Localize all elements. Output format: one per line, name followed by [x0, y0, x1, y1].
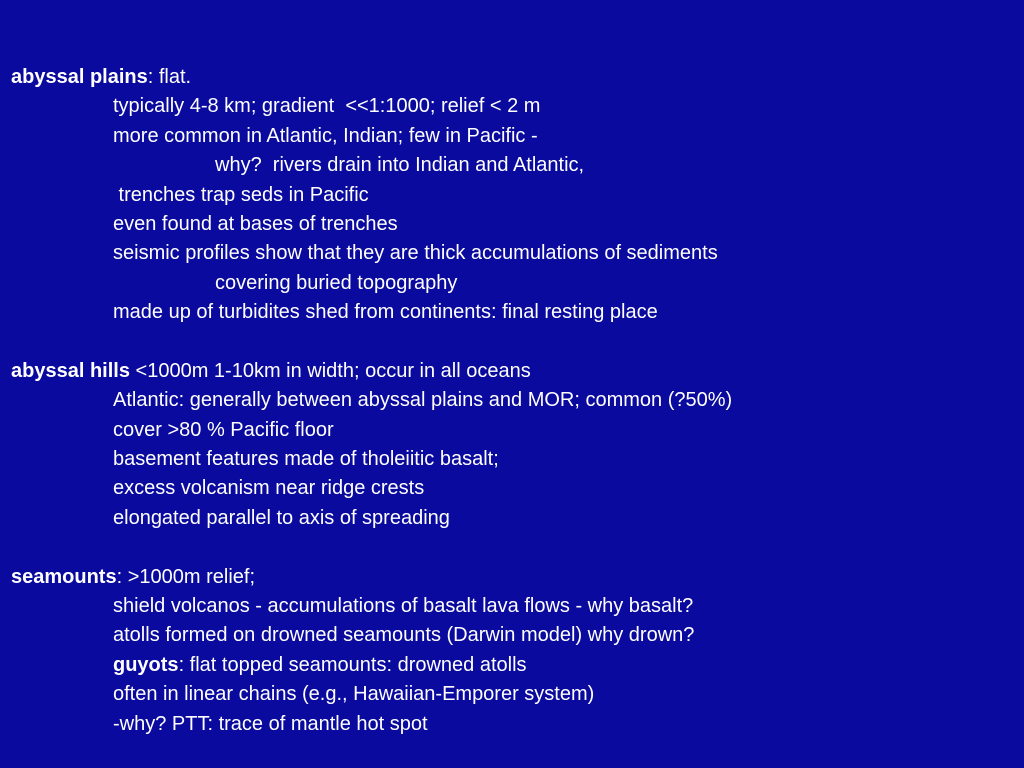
abyssal-plains-line: trenches trap seds in Pacific — [113, 183, 369, 206]
seamounts-term: seamounts — [11, 565, 117, 588]
abyssal-plains-heading — [11, 63, 1024, 92]
guyots-description: : flat topped seamounts: drowned atolls — [178, 653, 527, 676]
seamounts-line: atolls formed on drowned seamounts (Darwin model) why drown? — [113, 624, 695, 647]
abyssal-hills-line: excess volcanism near ridge crests — [113, 477, 425, 500]
abyssal-hills-term: abyssal hills — [11, 359, 130, 382]
seamounts-line: -why? PTT: trace of mantle hot spot — [113, 712, 428, 735]
seamounts-line: often in linear chains (e.g., Hawaiian-Emporer system) — [113, 683, 595, 706]
abyssal-plains-description: : flat. — [147, 66, 192, 88]
section-spacer — [11, 533, 1024, 562]
abyssal-hills-line: cover >80 % Pacific floor — [113, 418, 334, 441]
abyssal-plains-line: more common in Atlantic, Indian; few in Pacific - — [113, 124, 538, 147]
seamounts-description: : >1000m relief; — [116, 565, 256, 588]
abyssal-plains-line: even found at bases of trenches — [113, 212, 398, 235]
abyssal-plains-line: covering buried topography — [215, 271, 458, 294]
abyssal-hills-line: elongated parallel to axis of spreading — [113, 506, 450, 529]
abyssal-plains-line: seismic profiles show that they are thick accumulations of sediments — [113, 242, 718, 265]
abyssal-hills-line: basement features made of tholeiitic basalt; — [113, 448, 499, 471]
abyssal-plains-term: abyssal plains — [11, 66, 148, 88]
abyssal-plains-line: made up of turbidites shed from continents: final resting place — [113, 301, 658, 324]
abyssal-hills-heading — [11, 357, 1024, 386]
guyots-term: guyots — [113, 653, 179, 676]
seamounts-heading — [11, 563, 1024, 592]
section-spacer — [11, 328, 1024, 357]
abyssal-plains-line: typically 4-8 km; gradient <<1:1000; relief < 2 m — [113, 95, 541, 118]
abyssal-plains-line: why? rivers drain into Indian and Atlantic, — [215, 154, 585, 177]
seamounts-line: shield volcanos - accumulations of basalt lava flows - why basalt? — [113, 595, 694, 618]
abyssal-hills-description: <1000m 1-10km in width; occur in all oceans — [129, 359, 531, 382]
abyssal-hills-line: Atlantic: generally between abyssal plains and MOR; common (?50%) — [113, 389, 733, 412]
guyots-line — [11, 651, 1024, 680]
